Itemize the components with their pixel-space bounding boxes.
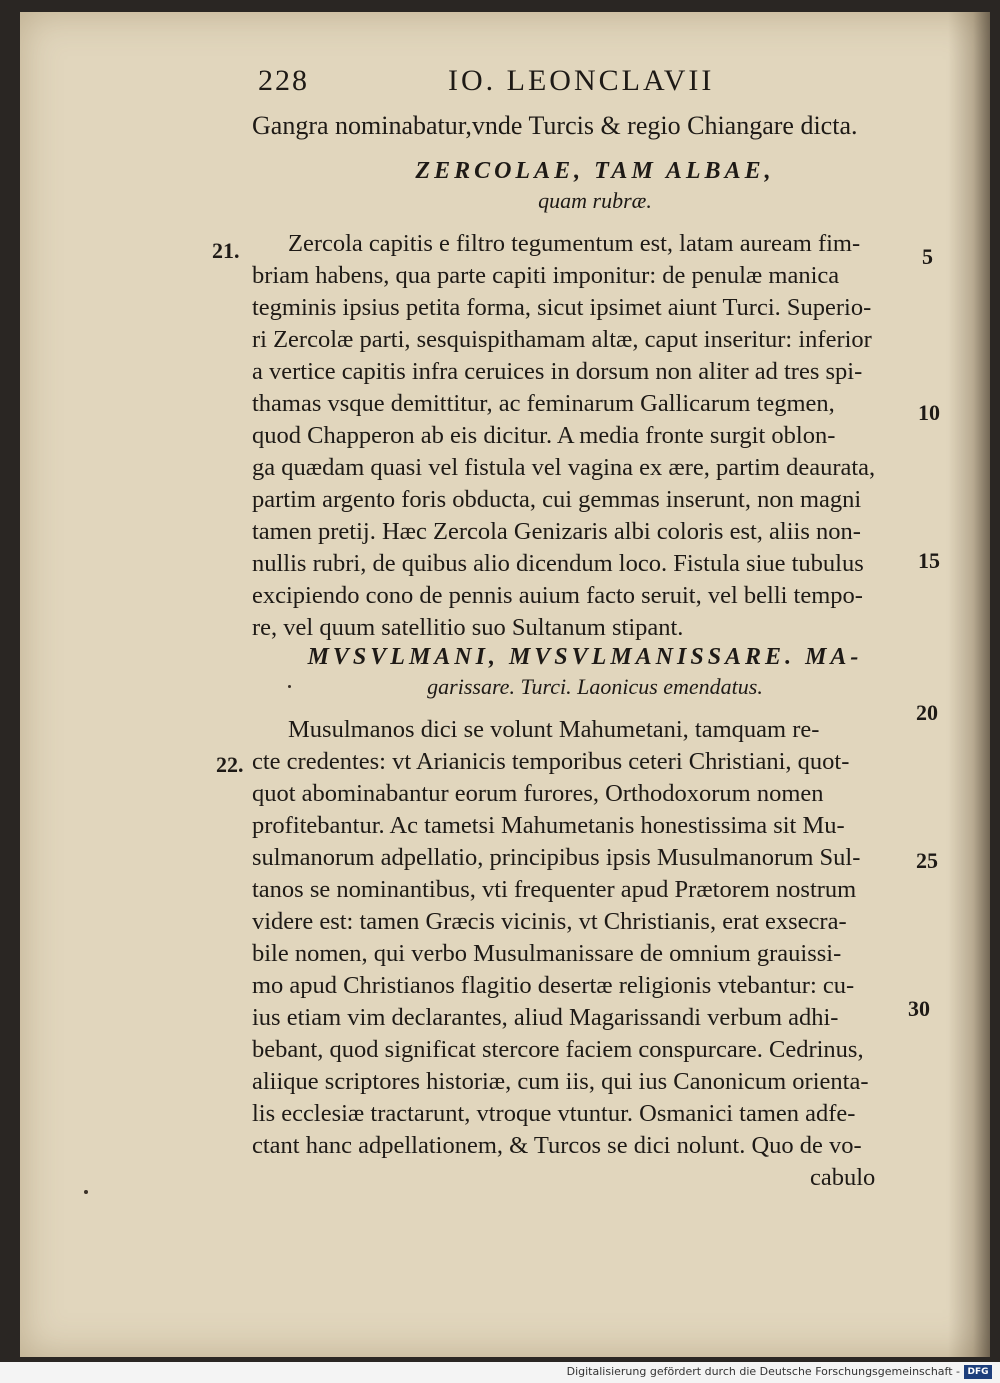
text-line: cte credentes: vt Arianicis temporibus ceteri Christiani, quot- xyxy=(252,748,850,775)
text-line: ius etiam vim declarantes, aliud Magarissandi verbum adhi- xyxy=(252,1004,839,1031)
section1-subheading: quam rubræ. xyxy=(538,188,652,213)
paper-speck xyxy=(84,1190,88,1194)
text-line: quod Chapperon ab eis dicitur. A media fronte surgit oblon- xyxy=(252,422,836,449)
text-line: partim argento foris obducta, cui gemmas inserunt, non magni xyxy=(252,486,862,513)
text-line: ga quædam quasi vel fistula vel vagina ex ære, partim deaurata, xyxy=(252,454,876,481)
section1-number: 21. xyxy=(212,238,240,263)
text-line: mo apud Christianos flagitio desertæ religionis vtebantur: cu- xyxy=(252,972,855,999)
section2-number: 22. xyxy=(216,752,244,777)
catchword: cabulo xyxy=(810,1164,876,1191)
text-line: profitebantur. Ac tametsi Mahumetanis honestissima sit Mu- xyxy=(252,812,845,839)
footer-credit: Digitalisierung gefördert durch die Deutsche Forschungsgemeinschaft - xyxy=(566,1365,960,1378)
page-gutter-shadow xyxy=(948,12,990,1357)
opening-line: Gangra nominabatur,vnde Turcis & regio Chiangare dicta. xyxy=(252,111,858,140)
text-line: excipiendo cono de pennis auium facto seruit, vel belli tempo- xyxy=(252,582,863,609)
text-line: videre est: tamen Græcis vicinis, vt Christianis, erat exsecra- xyxy=(252,908,847,935)
line-number: 10 xyxy=(918,400,940,425)
text-line: Musulmanos dici se volunt Mahumetani, tamquam re- xyxy=(288,716,820,743)
paper-speck xyxy=(288,685,291,688)
text-line: nullis rubri, de quibus alio dicendum loco. Fistula siue tubulus xyxy=(252,550,864,577)
section2-heading: MVSVLMANI, MVSVLMANISSARE. MA- xyxy=(307,644,863,670)
text-line: briam habens, qua parte capiti imponitur: de penulæ manica xyxy=(252,262,840,289)
line-number: 15 xyxy=(918,548,940,573)
line-number: 5 xyxy=(922,244,933,269)
text-line: tanos se nominantibus, vti frequenter apud Prætorem nostrum xyxy=(252,876,857,903)
text-line: tamen pretij. Hæc Zercola Genizaris albi coloris est, aliis non- xyxy=(252,518,861,545)
line-number: 20 xyxy=(916,700,938,725)
book-page xyxy=(20,12,990,1357)
text-line: a vertice capitis infra ceruices in dorsum non aliter ad tres spi- xyxy=(252,358,863,385)
text-line: re, vel quum satellitio suo Sultanum stipant. xyxy=(252,614,684,641)
text-line: ctant hanc adpellationem, & Turcos se dici nolunt. Quo de vo- xyxy=(252,1132,862,1159)
section1-heading: ZERCOLAE, TAM ALBAE, xyxy=(415,158,775,184)
text-line: bile nomen, qui verbo Musulmanissare de omnium grauissi- xyxy=(252,940,842,967)
line-number: 25 xyxy=(916,848,938,873)
text-line: sulmanorum adpellatio, principibus ipsis Musulmanorum Sul- xyxy=(252,844,861,871)
text-line: ri Zercolæ parti, sesquispithamam altæ, caput inseritur: inferior xyxy=(252,326,872,353)
digitization-footer xyxy=(0,1362,1000,1383)
text-line: tegminis ipsius petita forma, sicut ipsimet aiunt Turci. Superio- xyxy=(252,294,872,321)
section2-subheading: garissare. Turci. Laonicus emendatus. xyxy=(427,674,763,699)
text-line: lis ecclesiæ tractarunt, vtroque vtuntur. Osmanici tamen adfe- xyxy=(252,1100,856,1127)
text-line: quot abominabantur eorum furores, Orthodoxorum nomen xyxy=(252,780,824,807)
running-title: IO. LEONCLAVII xyxy=(448,64,715,97)
text-line: Zercola capitis e filtro tegumentum est, latam auream fim- xyxy=(288,230,861,257)
line-number: 30 xyxy=(908,996,930,1021)
text-line: thamas vsque demittitur, ac feminarum Gallicarum tegmen, xyxy=(252,390,835,417)
text-line: aliique scriptores historiæ, cum iis, qui ius Canonicum orienta- xyxy=(252,1068,869,1095)
page-number: 228 xyxy=(258,64,309,97)
dfg-logo-icon: DFG xyxy=(964,1365,992,1379)
text-line: bebant, quod significat stercore faciem conspurcare. Cedrinus, xyxy=(252,1036,864,1063)
